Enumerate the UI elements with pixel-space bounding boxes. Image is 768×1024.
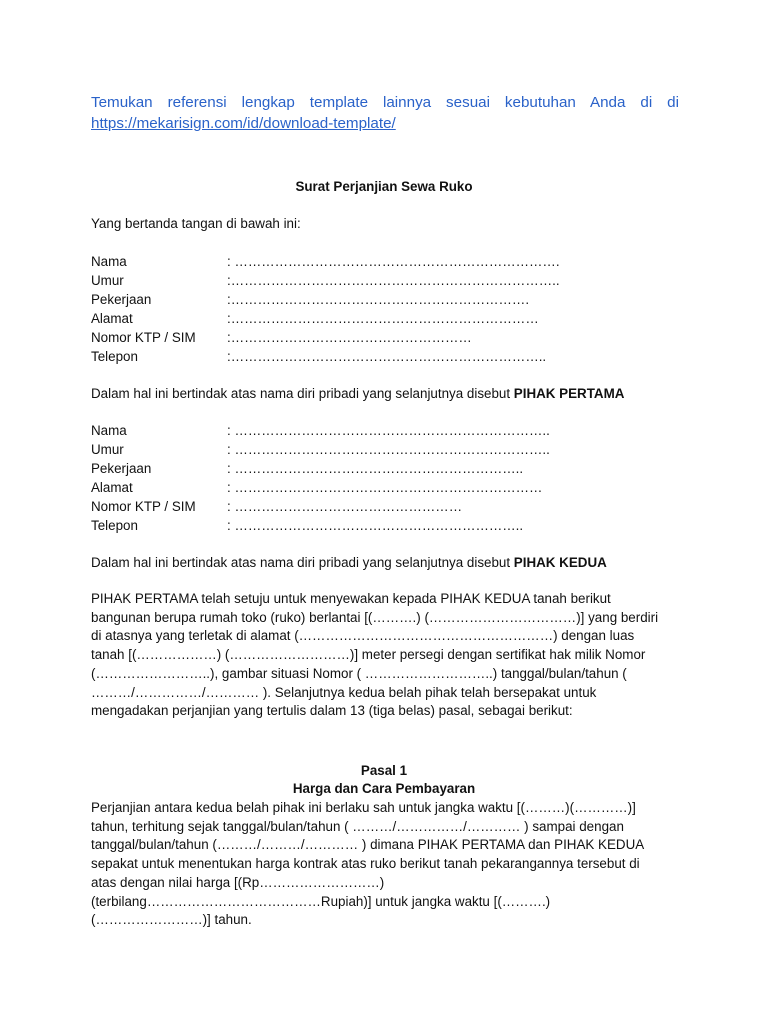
field-label: Alamat (91, 311, 133, 326)
party2-designation: PIHAK KEDUA (513, 555, 607, 570)
article-1-heading: Pasal 1 (360, 763, 408, 778)
paragraph-line: tahun, terhitung sejak tanggal/bulan/tahun ( ………/……………/………… ) sampai dengan (91, 818, 624, 834)
article-1-subheading: Harga dan Cara Pembayaran (292, 781, 476, 796)
paragraph-line: sepakat untuk menentukan harga kontrak atas ruko berikut tanah pekarangannya tersebut di (91, 856, 640, 872)
field-label: Telepon (91, 349, 138, 364)
paragraph-line: bangunan berupa rumah toko (ruko) berlantai [(……….) (……………………………)] yang berdiri (91, 609, 659, 625)
party1-statement (91, 385, 624, 403)
field-blank: :…………………………………………………………… (227, 311, 539, 326)
paragraph-line: tanggal/bulan/tahun (………/………/………… ) dimana PIHAK PERTAMA dan PIHAK KEDUA (91, 837, 645, 853)
field-blank: :…………………………………………………………. (227, 292, 530, 307)
paragraph-line: PIHAK PERTAMA telah setuju untuk menyewakan kepada PIHAK KEDUA tanah berikut (91, 591, 611, 606)
field-blank: :…………………………………………………………….. (227, 349, 547, 364)
field-label: Nama (91, 423, 127, 438)
party1-statement-text: Dalam hal ini bertindak atas nama diri pribadi yang selanjutnya disebut (91, 386, 514, 401)
party1-designation: PIHAK PERTAMA (513, 386, 625, 401)
field-blank: :……………………………………………………………….. (227, 273, 560, 288)
agreement-paragraph (91, 590, 681, 721)
field-label: Umur (91, 273, 124, 288)
field-label: Pekerjaan (91, 461, 152, 476)
field-label: Alamat (91, 480, 133, 495)
party2-statement-text: Dalam hal ini bertindak atas nama diri pribadi yang selanjutnya disebut (91, 555, 514, 570)
paragraph-line: atas dengan nilai harga [(Rp………………………) (91, 874, 385, 890)
field-blank: : ……………………………………………………….. (227, 461, 524, 476)
paragraph-line: Perjanjian antara kedua belah pihak ini berlaku sah untuk jangka waktu [(………)(…………)] (91, 800, 636, 815)
field-blank: : …………………………………………………………….. (227, 423, 550, 438)
field-blank: :……………………………………………… (227, 330, 472, 345)
paragraph-line: (……………………)] tahun. (91, 912, 252, 928)
intro-text: Yang bertanda tangan di bawah ini: (91, 216, 301, 231)
field-label: Nomor KTP / SIM (91, 499, 196, 514)
field-label: Pekerjaan (91, 292, 152, 307)
download-template-link[interactable]: https://mekarisign.com/id/download-template/ (91, 115, 396, 132)
field-label: Umur (91, 442, 124, 457)
field-blank: : ………………………………………………………………. (227, 254, 560, 269)
field-label: Nama (91, 254, 127, 269)
field-blank: : ……………………………………………………….. (227, 518, 524, 533)
paragraph-line: mengadakan perjanjian yang tertulis dalam 13 (tiga belas) pasal, sebagai berikut: (91, 703, 573, 719)
field-blank: : …………………………………………………………….. (227, 442, 550, 457)
paragraph-line: di atasnya yang terletak di alamat (…………………………………………………) dengan luas (91, 628, 635, 644)
document-title: Surat Perjanjian Sewa Ruko (295, 179, 473, 194)
article-1-body (91, 799, 681, 930)
reference-text: Temukan referensi lengkap template lainnya sesuai kebutuhan Anda di di (91, 94, 679, 111)
paragraph-line: (……………………..), gambar situasi Nomor ( ………………………..) tanggal/bulan/tahun ( (91, 665, 627, 681)
party2-statement (91, 554, 607, 572)
paragraph-line: ………/……………/………… ). Selanjutnya kedua belah pihak telah bersepakat untuk (91, 684, 597, 700)
field-blank: : …………………………………………… (227, 499, 463, 514)
field-label: Nomor KTP / SIM (91, 330, 196, 345)
paragraph-line: (terbilang…………………………………Rupiah)] untuk jangka waktu [(……….) (91, 893, 551, 909)
field-label: Telepon (91, 518, 138, 533)
field-blank: : …………………………………………………………… (227, 480, 543, 495)
paragraph-line: tanah [(………………) (………………………)] meter persegi dengan sertifikat hak milik Nomor (91, 647, 646, 663)
